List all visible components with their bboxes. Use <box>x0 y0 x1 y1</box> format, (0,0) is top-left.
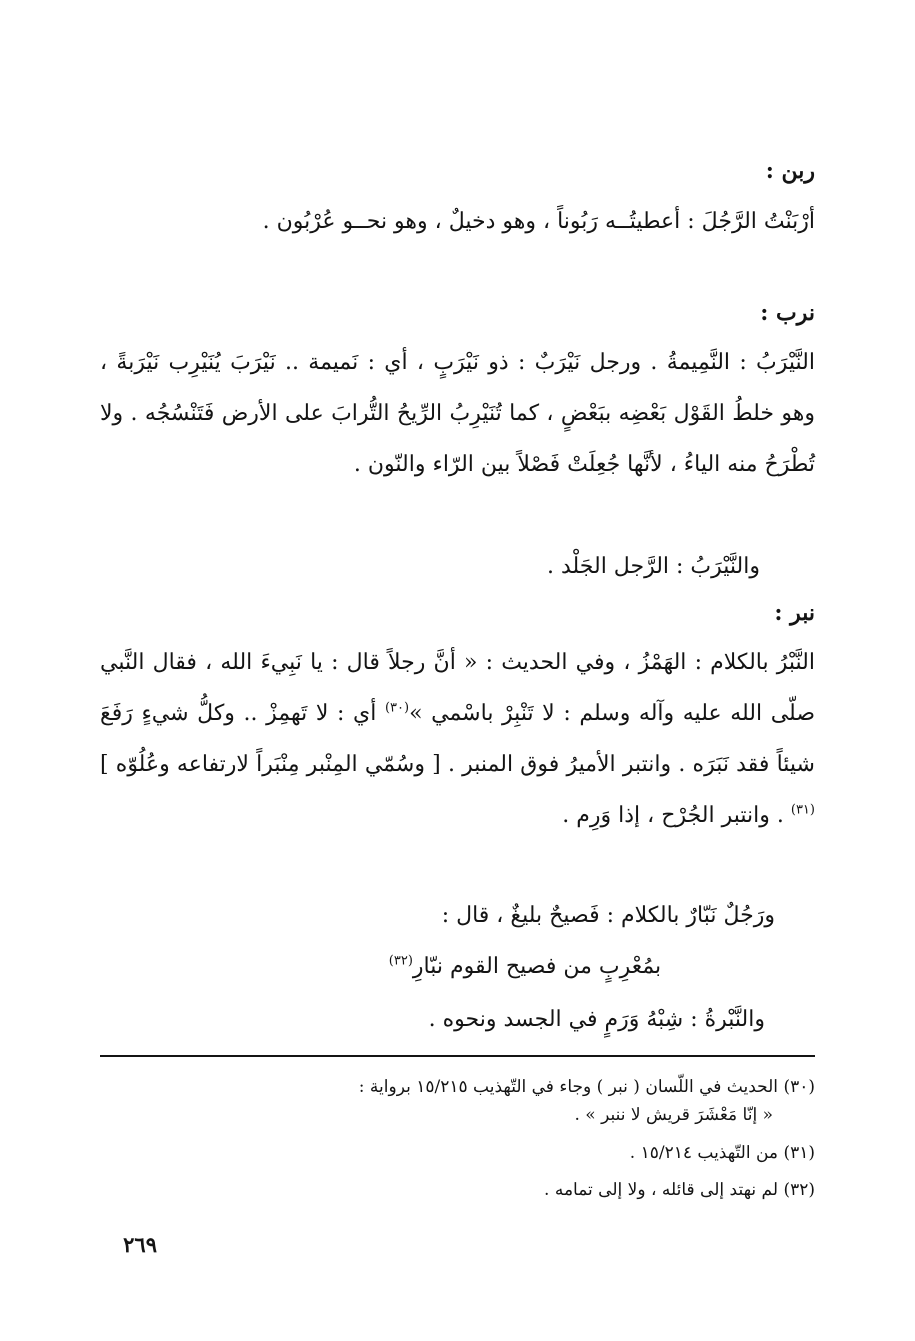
footnote-separator <box>100 1055 815 1057</box>
footnote-32 <box>100 1179 815 1202</box>
entry-heading-nrb: نرب : <box>760 300 815 326</box>
footnote-text: لم نهتد إلى قائله ، ولا إلى تمامه . <box>544 1180 779 1200</box>
page-number: ٢٦٩ <box>123 1232 157 1257</box>
footnote-mark-31: (٣١) <box>790 802 815 818</box>
verse-intro: ورَجُلٌ نَبّارٌ بالكلام : فَصيحٌ بليغٌ ، قال : <box>441 903 775 928</box>
entry-text-nrb: النَّيْرَبُ : النَّمِيمةُ . ورجل نَيْرَبٌ : ذو نَيْرَبٍ ، أي : نَميمة .. نَيْرَبَ يُنَيْرِب نَيْرَبةً ، وهو خلطُ القَوْل بَعْضِه ببَعْضٍ ، كما تُنَيْرِبُ الرِّيحُ التُّرابَ على الأرض فَتَنْسُجُه . ولا تُطْرَحُ منه الياءُ ، لأنَّها جُعِلَتْ فَصْلاً بين الرّاء والنّون . <box>100 350 815 477</box>
footnote-mark-32: (٣٢) <box>388 953 413 969</box>
entry-heading-rbn: ربن : <box>765 158 815 184</box>
footnote-30-cont: « إنّا مَعْشَرَ قريش لا ننبر » . <box>574 1105 773 1125</box>
footnote-text: الحديث في اللّسان ( نبر ) وجاء في التّهذيب ١٥/٢١٥ برواية : <box>358 1077 779 1097</box>
entry-heading-nbr: نبر : <box>774 600 815 626</box>
verse-line <box>265 941 785 992</box>
footnote-31 <box>100 1142 815 1165</box>
footnote-num: (٣٢) <box>783 1180 815 1200</box>
verse-text: بمُعْرِبٍ من فصيح القوم نبّارِ <box>412 954 662 979</box>
footnote-text: من التّهذيب ١٥/٢١٤ . <box>629 1143 779 1163</box>
entry-text-nbr <box>100 637 815 841</box>
nbr-text-part-3: . وانتبر الجُرْح ، إذا وَرِم . <box>562 803 784 828</box>
nbr-text-part-2: أي : لا تَهمِزْ .. وكلُّ شيءٍ رَفَعَ شيئاً فقد نَبَرَه . وانتبر الأميرُ فوق المنبر . [ وسُمّي المِنْبر مِنْبَراً لارتفاعه وعُلُوّه ] <box>100 701 815 777</box>
entry-text-nrb-2: والنَّيْرَبُ : الرَّجل الجَلْد . <box>546 554 760 579</box>
nbr-text-part-1: النَّبْرُ بالكلام : الهَمْزُ ، وفي الحديث : « أنَّ رجلاً قال : يا نَبِيءَ الله ، فقال النَّبي صلّى الله عليه وآله وسلم : لا تَنْبِرْ باسْمي » <box>100 650 815 726</box>
verse-after: والنَّبْرةُ : شِبْهُ وَرَمٍ في الجسد ونحوه . <box>428 1007 765 1032</box>
footnote-mark-30: (٣٠) <box>384 700 410 716</box>
entry-text-rbn: أرْبَنْتُ الرَّجُلَ : أعطيتُــه رَبُوناً ، وهو دخيلٌ ، وهو نحــو عُرْبُون . <box>262 209 815 234</box>
footnote-num: (٣٠) <box>783 1077 815 1097</box>
footnote-num: (٣١) <box>783 1143 815 1163</box>
footnote-30 <box>100 1076 815 1099</box>
